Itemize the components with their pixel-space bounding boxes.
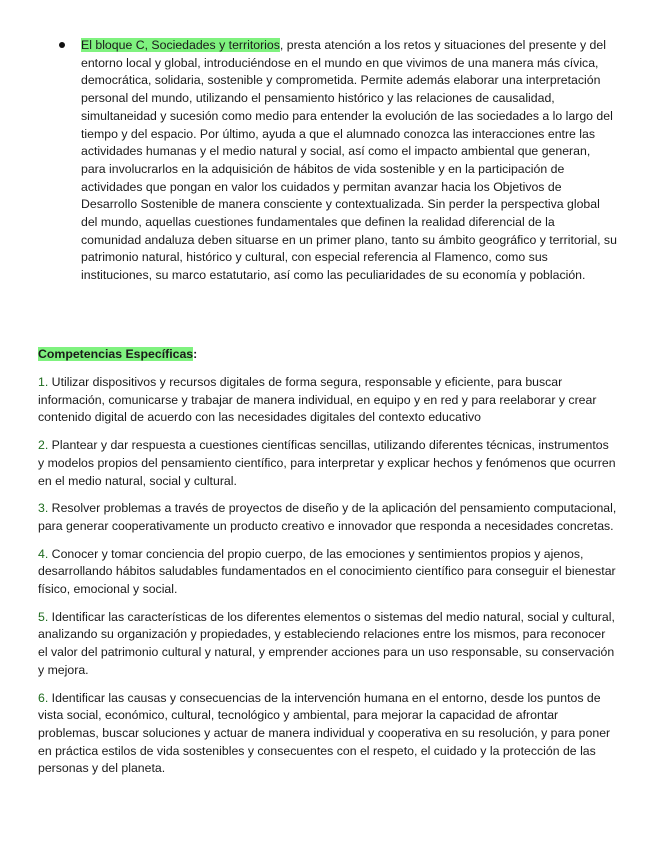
competencia-text: Utilizar dispositivos y recursos digitales de forma segura, responsable y eficiente, para buscar información, comunicarse y trabajar de manera individual, en equipo y en red y para reelaborar y crear contenido digital de acuerdo con las necesidades digitales del contexto educativo (38, 375, 597, 425)
competencia-item-6 (38, 690, 618, 779)
heading-suffix: : (193, 347, 198, 361)
heading-label: Competencias Específicas (38, 347, 194, 361)
competencia-text: Identificar las causas y consecuencias de la intervención humana en el entorno, desde los puntos de vista social, económico, cultural, tecnológico y ambiental, para mejorar la capacidad de afrontar problemas, buscar soluciones y actuar de manera individual y cooperativa en su resolución, y para poner en práctica estilos de vida sostenibles y consecuentes con el respeto, el cuidado y la protección de las personas y del planeta. (38, 690, 611, 776)
competencia-number: 1. (38, 375, 49, 389)
competencia-number: 5. (38, 609, 49, 624)
bullet-icon (59, 42, 65, 48)
competencias-list (38, 374, 618, 788)
competencia-item-2 (38, 437, 618, 490)
competencia-number: 6. (38, 690, 49, 705)
competencia-text: Conocer y tomar conciencia del propio cuerpo, de las emociones y sentimientos propios y ajenos, desarrollando hábitos saludables fundamentados en el conocimiento científico para conseguir el bienestar físico, emocional y social. (38, 546, 616, 597)
bloque-c-highlight: El bloque C, Sociedades y territorios (81, 38, 280, 52)
competencia-number: 4. (38, 546, 49, 561)
competencia-number: 2. (38, 438, 49, 453)
section-heading (38, 346, 197, 364)
competencia-text: Resolver problemas a través de proyectos de diseño y de la aplicación del pensamiento computacional, para generar cooperativamente un producto creativo e innovador que responda a necesidades concretas. (38, 501, 617, 533)
competencia-number: 3. (38, 501, 49, 516)
bloque-c-text: , presta atención a los retos y situaciones del presente y del entorno local y global, introduciéndose en el mundo en que vivimos de una manera más cívica, democrática, solidaria, sostenible y comprometida. Permite además elaborar una interpretación personal del mundo, utilizando el pensamiento histórico y las relaciones de causalidad, simultaneidad y sucesión como medio para entender la evolución de las sociedades a lo largo del tiempo y del espacio. Por último, ayuda a que el alumnado conozca las interacciones entre las actividades humanas y el medio natural y social, así como el impacto ambiental que generan, para involucrarlos en la adquisición de hábitos de vida sostenible y en la participación de actividades que pongan en valor los cuidados y permitan avanzar hacia los Objetivos de Desarrollo Sostenible de manera consciente y contextualizada. Sin perder la perspectiva global del mundo, aquellas cuestiones fundamentales que definen la realidad diferencial de la comunidad andaluza deben situarse en un primer plano, tanto su ámbito geográfico y territorial, su patrimonio natural, histórico y cultural, con especial referencia al Flamenco, como sus instituciones, su marco estatutario, así como las peculiaridades de su economía y población. (81, 38, 617, 283)
competencia-text: Plantear y dar respuesta a cuestiones científicas sencillas, utilizando diferentes técnicas, instrumentos y modelos propios del pensamiento científico, para interpretar y explicar hechos y fenómenos que ocurren en el medio natural, social y cultural. (38, 438, 616, 488)
competencia-item-1 (38, 374, 618, 427)
competencia-item-4 (38, 546, 618, 599)
competencia-text: Identificar las características de los diferentes elementos o sistemas del medio natural, social y cultural, analizando su organización y propiedades, y estableciendo relaciones entre los mismos, para reconocer el valor del patrimonio cultural y natural, y emprender acciones para un uso responsable, su conservación y mejora. (38, 609, 615, 677)
bloque-c-paragraph (81, 37, 617, 285)
competencia-item-3 (38, 500, 618, 535)
competencia-item-5 (38, 609, 618, 680)
